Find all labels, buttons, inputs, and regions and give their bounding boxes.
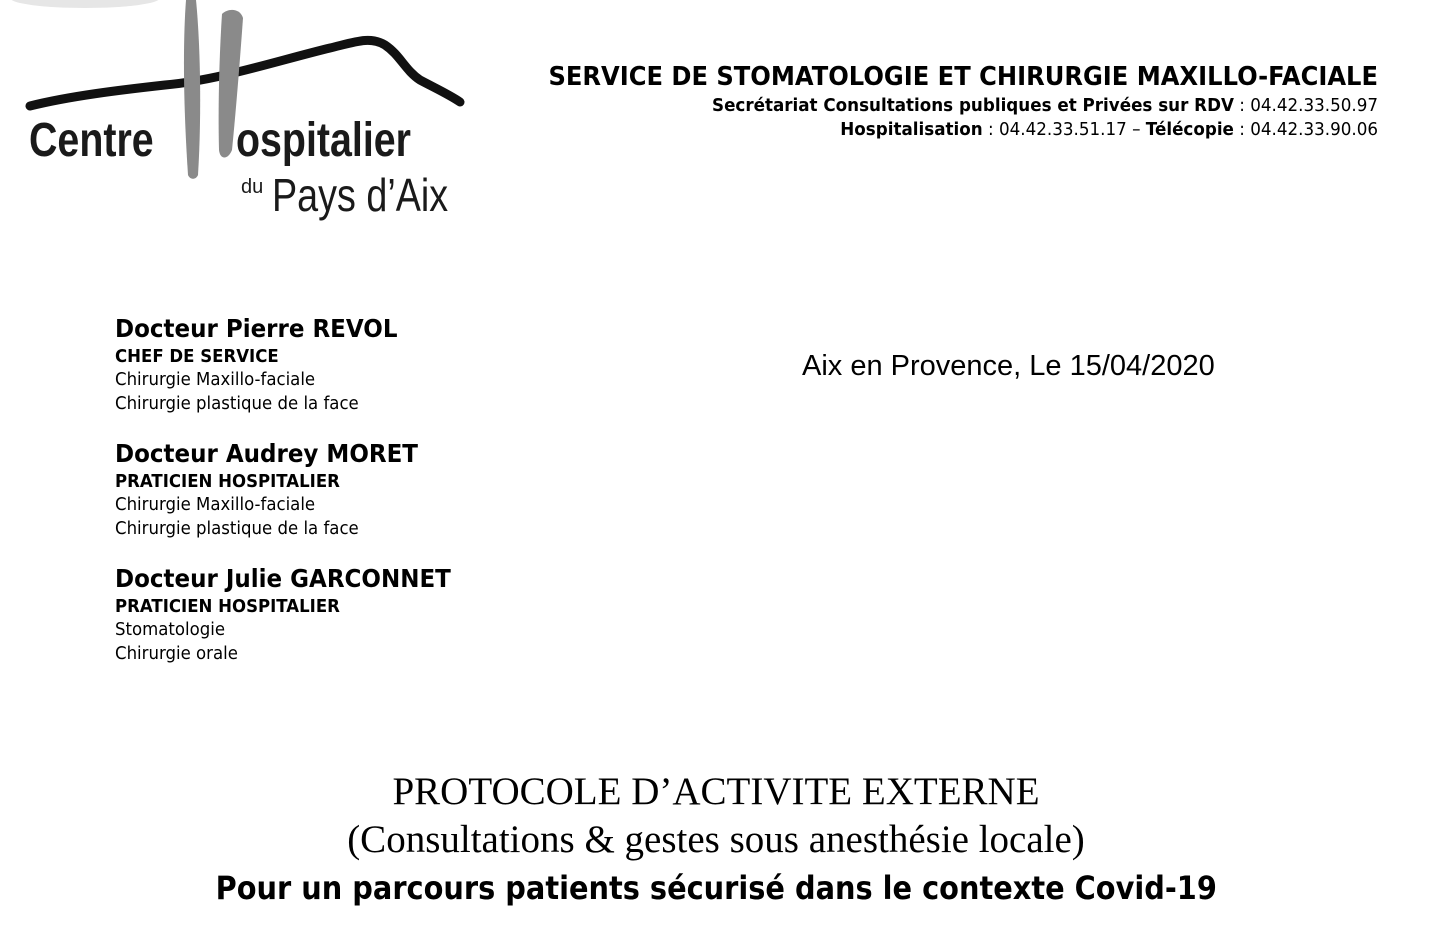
- doctor-entry: [115, 562, 480, 665]
- doctors-list: [115, 312, 480, 687]
- logo-word-du: du: [241, 176, 264, 198]
- date-line: Aix en Provence, Le 15/04/2020: [802, 350, 1215, 382]
- contact-line: [548, 118, 1378, 142]
- doctor-entry: [115, 312, 480, 415]
- logo-word-centre: Centre: [29, 114, 154, 167]
- doctor-role: PRATICIEN HOSPITALIER: [115, 471, 340, 492]
- secretariat-phone: : 04.42.33.50.97: [1233, 95, 1378, 116]
- doctor-specialty: Chirurgie plastique de la face: [115, 517, 359, 539]
- secretariat-label: Secrétariat Consultations publiques et Privées sur RDV: [712, 95, 1234, 116]
- doctor-specialty: Chirurgie plastique de la face: [115, 392, 359, 414]
- telecopie-phone: : 04.42.33.90.06: [1233, 119, 1378, 140]
- service-title: SERVICE DE STOMATOLOGIE ET CHIRURGIE MAXILLO-FACIALE: [548, 62, 1378, 92]
- service-header: [486, 60, 1378, 142]
- protocol-title: PROTOCOLE D’ACTIVITE EXTERNE: [392, 770, 1040, 813]
- hospital-logo: [0, 0, 480, 240]
- doctor-role: CHEF DE SERVICE: [115, 346, 279, 367]
- doctor-specialty: Stomatologie: [115, 619, 226, 640]
- logo-word-pays: Pays d’Aix: [272, 169, 449, 221]
- doctor-specialty: Chirurgie Maxillo-faciale: [115, 494, 316, 515]
- hospitalisation-label: Hospitalisation: [840, 119, 983, 140]
- doctor-name: Docteur Pierre REVOL: [115, 314, 398, 343]
- doctor-role: PRATICIEN HOSPITALIER: [115, 596, 340, 617]
- logo-word-hospitalier: ospitalier: [236, 114, 411, 167]
- protocol-subtitle: (Consultations & gestes sous anesthésie locale): [347, 818, 1085, 861]
- doctor-name: Docteur Audrey MORET: [115, 439, 418, 468]
- protocol-tagline: [0, 864, 1432, 912]
- doctor-entry: [115, 437, 480, 540]
- hospitalisation-phone: : 04.42.33.51.17 –: [982, 119, 1146, 140]
- telecopie-label: Télécopie: [1145, 119, 1234, 140]
- doctor-specialty: Chirurgie Maxillo-faciale: [115, 369, 316, 390]
- doctor-name: Docteur Julie GARCONNET: [115, 564, 451, 593]
- doctor-specialty: Chirurgie orale: [115, 642, 238, 664]
- secretariat-line: [548, 94, 1378, 118]
- protocol-tagline-text: Pour un parcours patients sécurisé dans le contexte Covid-19: [215, 869, 1217, 907]
